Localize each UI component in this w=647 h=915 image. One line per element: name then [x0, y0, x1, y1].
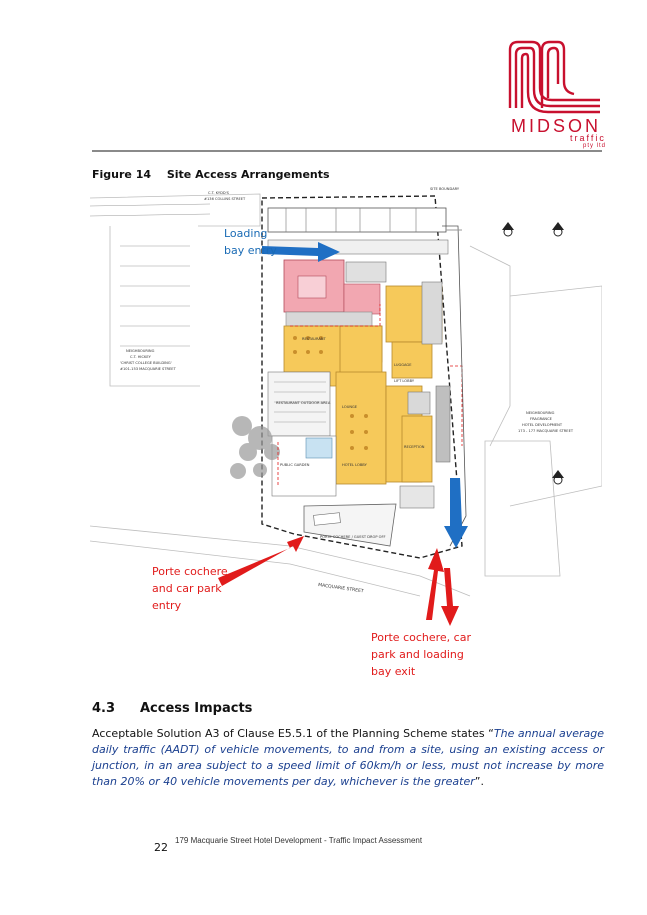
plan-restaurant: RESTAURANT — [302, 337, 326, 341]
figure-caption — [92, 168, 330, 181]
plan-street-top2: #136 COLLINS STREET — [204, 197, 246, 201]
plan-neighbour-right4: 173 - 177 MACQUARIE STREET — [518, 429, 574, 433]
plan-neighbour-left3: 'CHRIST COLLEGE BUILDING' — [120, 361, 172, 365]
plan-lift-lobby: LIFT LOBBY — [394, 379, 415, 383]
paragraph-outro: ”. — [474, 775, 484, 788]
porte-exit-label — [371, 629, 471, 680]
plan-street-bottom: MACQUARIE STREET — [317, 583, 364, 595]
loading-exit-arrow-icon — [444, 478, 468, 548]
plan-luggage: LUGGAGE — [394, 363, 412, 367]
porte-exit-down-arrow-icon — [441, 568, 459, 626]
plan-site-boundary: SITE BOUNDARY — [430, 187, 460, 191]
plan-neighbour-right3: HOTEL DEVELOPMENT — [522, 423, 563, 427]
plan-neighbour-left: NEIGHBOURING — [126, 349, 155, 353]
porte-exit-line3: bay exit — [371, 665, 416, 678]
porte-exit-line2: park and loading — [371, 648, 464, 661]
porte-entry-line3: entry — [152, 599, 182, 612]
brand-line3: pty ltd — [583, 143, 607, 149]
header-divider — [92, 150, 602, 152]
page-number: 22 — [154, 841, 168, 854]
plan-neighbour-right2: FRAGRANCE — [530, 417, 552, 421]
plan-neighbour-right: NEIGHBOURING — [526, 411, 555, 415]
paragraph-quote: The annual average daily traffic (AADT) of vehicle movements, to and from a site, using an existing access or junction, in an area subject to a speed limit of 60km/h or less, must not increase by more than 20% or 40 vehicle movements per day, whichever is the greater — [92, 727, 604, 788]
section-heading — [92, 701, 252, 716]
plan-neighbour-left2: C.T. HICKEY — [130, 355, 151, 359]
section-title: Access Impacts — [140, 701, 253, 716]
section-paragraph — [92, 726, 604, 790]
plan-porte: PORTE COCHERE / GUEST DROP OFF — [320, 535, 386, 539]
porte-exit-line1: Porte cochere, car — [371, 631, 471, 644]
plan-street-top: C.T. KYDD'S — [208, 191, 229, 195]
brand-name: MIDSON — [511, 116, 601, 136]
loading-entry-label: Loading bay entry — [224, 227, 277, 257]
porte-entry-line2: and car park — [152, 582, 222, 595]
figure-title: Site Access Arrangements — [166, 168, 330, 181]
plan-outdoor: RESTAURANT OUTDOOR AREA — [276, 401, 331, 405]
plan-lounge: LOUNGE — [342, 405, 358, 409]
plan-reception: RECEPTION — [404, 445, 425, 449]
brand-line2: traffic — [570, 133, 606, 143]
paragraph-intro: Acceptable Solution A3 of Clause E5.5.1 of the Planning Scheme states “ — [92, 727, 494, 740]
footer-doc-title: 179 Macquarie Street Hotel Development - Traffic Impact Assessment — [175, 836, 423, 845]
porte-entry-line1: Porte cochere — [152, 565, 228, 578]
figure-number: Figure 14 — [92, 168, 152, 181]
porte-exit-up-arrow-icon — [426, 548, 444, 620]
section-number: 4.3 — [92, 701, 116, 716]
plan-hotel-lobby: HOTEL LOBBY — [342, 463, 367, 467]
plan-neighbour-left4: #101-153 MACQUARIE STREET — [120, 367, 176, 371]
plan-public-garden: PUBLIC GARDEN — [280, 463, 310, 467]
porte-entry-label — [152, 563, 228, 614]
